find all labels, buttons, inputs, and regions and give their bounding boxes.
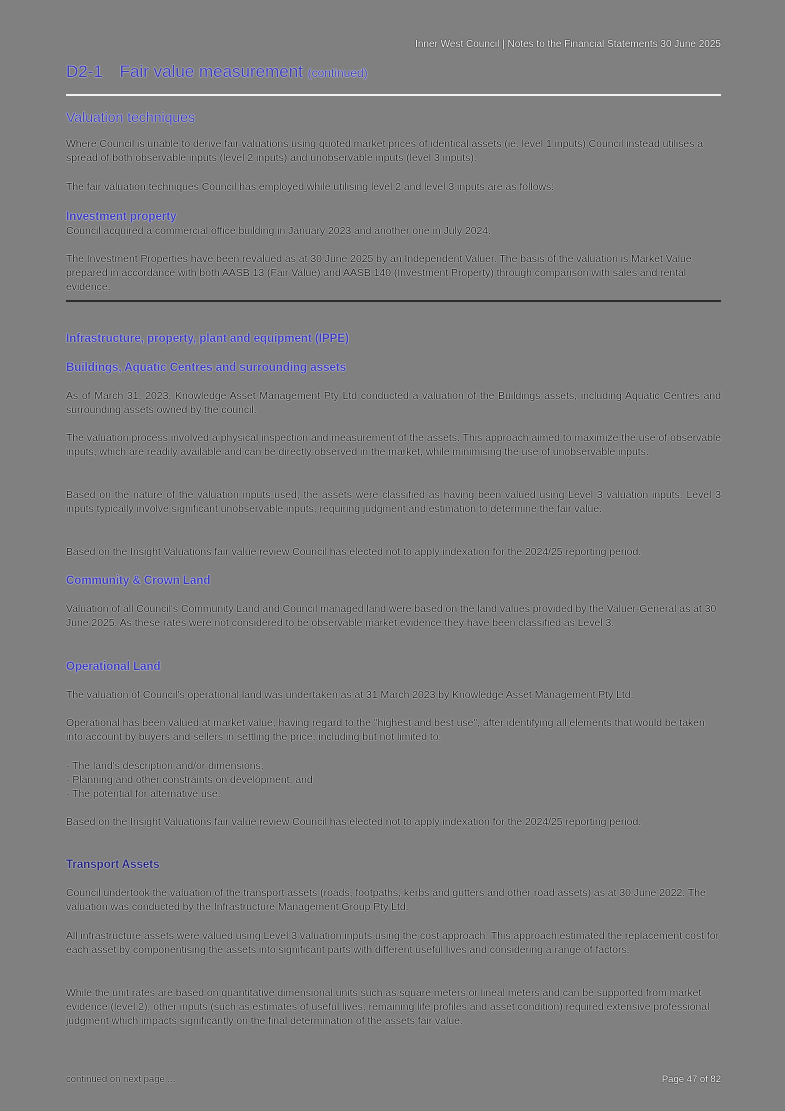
bullet-item: - The land's description and/or dimensions; bbox=[66, 761, 264, 772]
heading-valuation-techniques: Valuation techniques bbox=[66, 109, 195, 125]
paragraph: Council undertook the valuation of the transport assets (roads, footpaths, kerbs and gutters and other road assets) as at 30 June 2022. The valuation was conducted by the Infrastructure Management Group Pty Ltd. bbox=[66, 888, 706, 914]
heading-transport-assets: Transport Assets bbox=[66, 859, 160, 871]
running-header: Inner West Council | Notes to the Financial Statements 30 June 2025 bbox=[415, 39, 721, 50]
paragraph: Valuation of all Council's Community Land and Council managed land were based on the land values provided by the Valuer-General as at 30 June 2025. As these rates were not considered to be observable market evidence they have been classified as Level 3. bbox=[66, 604, 717, 630]
bullet-item: - The potential for alternative use. bbox=[66, 789, 221, 801]
paragraph: While the unit rates are based on quantitative dimensional units such as square meters or lineal meters and can be supported from market evidence (level 2), other inputs (such as estimates of useful lives, remaining life profiles and asset condition) required extensive professional judgment which impacts significantly on the final determination of the assets fair value. bbox=[66, 988, 710, 1028]
paragraph: All infrastructure assets were valued using Level 3 valuation inputs using the cost approach. This approach estimated the replacement cost for each asset by componentising the assets into significant parts with different useful lives and considering a range of factors. bbox=[66, 931, 720, 957]
title-divider bbox=[66, 94, 721, 96]
bullet-list bbox=[66, 760, 721, 803]
heading-investment-property: Investment property bbox=[66, 211, 177, 223]
paragraph: Based on the Insight Valuations fair value review Council has elected not to apply indexation for the 2024/25 reporting period. bbox=[66, 547, 642, 558]
heading-ippe: Infrastructure, property, plant and equipment (IPPE) bbox=[66, 333, 349, 345]
bullet-item: - Planning and other constraints on development; and bbox=[66, 775, 313, 787]
paragraph: The Investment Properties have been revalued as at 30 June 2025 by an Independent Valuer. The basis of the valuation is Market Value prepared in accordance with both AASB 13 (Fair Value) and AASB 140 (Investment Property) through comparison with sales and rental evidence. bbox=[66, 254, 692, 294]
paragraph: As of March 31, 2023, Knowledge Asset Management Pty Ltd conducted a valuation of the Buildings assets, including Aquatic Centres and surrounding assets owned by the council. bbox=[66, 391, 721, 417]
continued-label: (continued) bbox=[307, 66, 368, 80]
section-divider bbox=[66, 300, 721, 302]
continued-on-next-page: continued on next page ... bbox=[66, 1074, 176, 1085]
paragraph: The valuation of Council's operational land was undertaken as at 31 March 2023 by Knowledge Asset Management Pty Ltd. bbox=[66, 690, 634, 701]
section-title: Fair value measurement bbox=[119, 62, 303, 81]
paragraph: Based on the Insight Valuations fair value review Council has elected not to apply indexation for the 2024/25 reporting period. bbox=[66, 817, 642, 828]
heading-buildings: Buildings, Aquatic Centres and surrounding assets bbox=[66, 362, 347, 374]
paragraph: The valuation process involved a physical inspection and measurement of the assets. This approach aimed to maximize the use of observable inputs, which are readily available and can be directly observed in the market, while minimising the use of unobservable inputs. bbox=[66, 433, 721, 459]
paragraph: The fair valuation techniques Council has employed while utilising level 2 and level 3 inputs are as follows: bbox=[66, 182, 555, 193]
paragraph: Operational has been valued at market value, having regard to the "highest and best use", after identifying all elements that would be taken into account by buyers and sellers in settling the price, including but not limited to: bbox=[66, 718, 705, 744]
page-title bbox=[66, 62, 368, 82]
page-number: Page 47 of 82 bbox=[661, 1074, 721, 1085]
heading-operational-land: Operational Land bbox=[66, 661, 161, 673]
section-number: D2-1 bbox=[66, 62, 103, 81]
paragraph: Council acquired a commercial office building in January 2023 and another one in July 2024. bbox=[66, 226, 491, 237]
paragraph: Based on the nature of the valuation inputs used, the assets were classified as having been valued using Level 3 valuation inputs. Level 3 inputs typically involve significant unobservable inputs, requiring judgment and estimation to determine the fair value. bbox=[66, 490, 721, 516]
heading-community-land: Community & Crown Land bbox=[66, 575, 211, 587]
paragraph: Where Council is unable to derive fair valuations using quoted market prices of identical assets (ie. level 1 inputs) Council instead utilises a spread of both observable inputs (level 2 inputs) and unobservable inputs (level 3 inputs). bbox=[66, 139, 704, 165]
